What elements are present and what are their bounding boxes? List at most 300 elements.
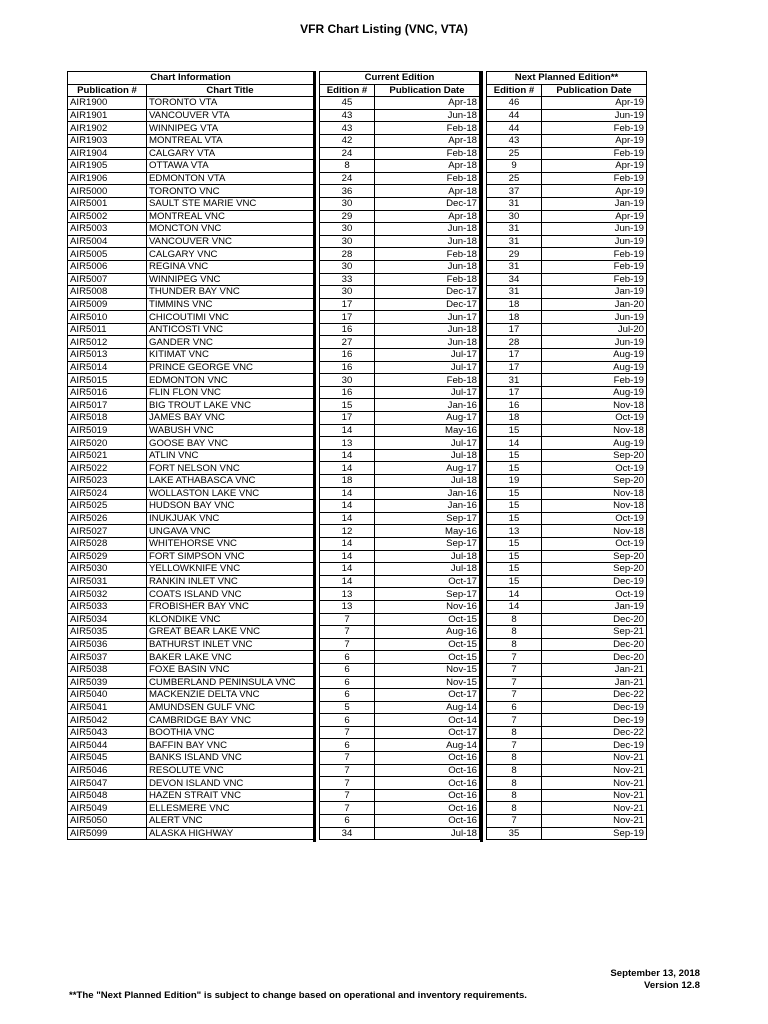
next-edition-cell: 31 [487,260,542,273]
next-edition-cell: 7 [487,815,542,828]
chart-title-cell: THUNDER BAY VNC [147,286,314,299]
next-edition-cell: 15 [487,487,542,500]
current-publication-date-cell: Feb-18 [375,374,480,387]
table-row [320,550,480,563]
next-edition-cell: 31 [487,374,542,387]
current-edition-cell: 14 [320,500,375,513]
table-row [487,248,647,261]
next-publication-date-cell: Dec-19 [542,714,647,727]
chart-title-cell: INUKJUAK VNC [147,512,314,525]
next-publication-date-cell: Dec-22 [542,689,647,702]
table-row [487,424,647,437]
table-row [320,424,480,437]
table-row [320,487,480,500]
table-row [68,537,314,550]
table-row [487,663,647,676]
next-publication-date-cell: Apr-19 [542,160,647,173]
current-edition-cell: 15 [320,399,375,412]
next-planned-edition-table [486,71,647,840]
publication-number-cell: AIR5001 [68,197,147,210]
current-publication-date-cell: Jun-17 [375,311,480,324]
publication-number-cell: AIR1906 [68,172,147,185]
publication-number-cell: AIR5030 [68,563,147,576]
chart-title-cell: GREAT BEAR LAKE VNC [147,626,314,639]
chart-title-cell: OTTAWA VTA [147,160,314,173]
table-row [487,223,647,236]
table-row [68,739,314,752]
table-row [320,739,480,752]
table-row [320,689,480,702]
current-edition-cell: 13 [320,588,375,601]
table-row [487,235,647,248]
table-row [320,777,480,790]
publication-number-cell: AIR1901 [68,109,147,122]
current-edition-cell: 6 [320,815,375,828]
publication-number-cell: AIR5028 [68,537,147,550]
next-publication-date-cell: Nov-18 [542,487,647,500]
table-row [68,802,314,815]
current-publication-date-cell: Oct-17 [375,575,480,588]
table-row [487,651,647,664]
current-publication-date-cell: Sep-17 [375,588,480,601]
current-edition-cell: 7 [320,613,375,626]
next-publication-date-cell: Nov-21 [542,802,647,815]
next-publication-date-cell: Jan-19 [542,286,647,299]
table-row [68,701,314,714]
table-row [68,525,314,538]
current-edition-cell: 7 [320,789,375,802]
publication-number-cell: AIR5042 [68,714,147,727]
table-row [68,197,314,210]
next-publication-date-cell: Sep-20 [542,550,647,563]
publication-number-cell: AIR5000 [68,185,147,198]
chart-title-cell: TORONTO VTA [147,97,314,110]
next-publication-date-cell: Jun-19 [542,223,647,236]
chart-title-header: Chart Title [147,84,314,97]
current-publication-date-cell: Apr-18 [375,134,480,147]
table-row [487,588,647,601]
next-publication-date-cell: Apr-19 [542,185,647,198]
table-row [68,147,314,160]
publication-number-cell: AIR1905 [68,160,147,173]
publication-number-cell: AIR5035 [68,626,147,639]
next-publication-date-cell: Oct-19 [542,512,647,525]
next-publication-date-cell: Jan-21 [542,663,647,676]
current-publication-date-cell: Jul-17 [375,386,480,399]
next-edition-cell: 8 [487,626,542,639]
current-edition-cell: 14 [320,537,375,550]
table-row [68,311,314,324]
table-row [320,525,480,538]
current-publication-date-cell: Jan-16 [375,500,480,513]
current-publication-date-cell: Jul-18 [375,449,480,462]
current-edition-cell: 34 [320,827,375,840]
next-edition-cell: 31 [487,223,542,236]
table-row [320,764,480,777]
table-row [487,701,647,714]
next-edition-cell: 13 [487,525,542,538]
table-row [487,512,647,525]
table-row [487,399,647,412]
table-row [68,827,314,840]
current-publication-date-cell: Aug-14 [375,739,480,752]
next-edition-cell: 31 [487,286,542,299]
current-edition-cell: 7 [320,638,375,651]
current-edition-cell: 17 [320,412,375,425]
table-row [68,336,314,349]
chart-information-table [67,71,314,840]
next-edition-cell: 16 [487,399,542,412]
current-edition-number-header: Edition # [320,84,375,97]
table-row [68,97,314,110]
chart-title-cell: MACKENZIE DELTA VNC [147,689,314,702]
publication-number-cell: AIR5029 [68,550,147,563]
next-publication-date-cell: Aug-19 [542,349,647,362]
chart-title-cell: MONTREAL VNC [147,210,314,223]
current-publication-date-cell: Oct-16 [375,815,480,828]
publication-number-cell: AIR5017 [68,399,147,412]
publication-number-cell: AIR1902 [68,122,147,135]
chart-title-cell: FROBISHER BAY VNC [147,600,314,613]
current-edition-cell: 16 [320,386,375,399]
table-row [487,336,647,349]
publication-number-cell: AIR5048 [68,789,147,802]
next-publication-date-cell: Nov-21 [542,777,647,790]
current-publication-date-cell: Jul-18 [375,550,480,563]
table-row [68,412,314,425]
current-edition-table [319,71,480,840]
next-edition-cell: 15 [487,575,542,588]
current-edition-cell: 16 [320,323,375,336]
current-edition-cell: 28 [320,248,375,261]
current-publication-date-cell: Feb-18 [375,273,480,286]
current-edition-cell: 36 [320,185,375,198]
current-edition-cell: 14 [320,424,375,437]
table-row [320,210,480,223]
current-edition-cell: 24 [320,147,375,160]
publication-number-cell: AIR5007 [68,273,147,286]
chart-title-cell: FLIN FLON VNC [147,386,314,399]
table-row [320,336,480,349]
publication-number-cell: AIR5014 [68,361,147,374]
chart-title-cell: REGINA VNC [147,260,314,273]
next-edition-cell: 15 [487,462,542,475]
document-date: September 13, 2018 [610,968,700,979]
current-publication-date-cell: Oct-15 [375,613,480,626]
chart-title-cell: HAZEN STRAIT VNC [147,789,314,802]
table-row [487,361,647,374]
next-edition-cell: 15 [487,537,542,550]
table-row [320,600,480,613]
table-row [68,248,314,261]
publication-number-cell: AIR5031 [68,575,147,588]
publication-number-cell: AIR5011 [68,323,147,336]
next-edition-cell: 7 [487,663,542,676]
next-publication-date-cell: Dec-20 [542,638,647,651]
table-row [487,386,647,399]
current-edition-cell: 14 [320,575,375,588]
current-edition-cell: 17 [320,311,375,324]
chart-title-cell: RANKIN INLET VNC [147,575,314,588]
table-row [68,361,314,374]
table-row [68,462,314,475]
chart-information-header: Chart Information [68,72,314,85]
table-row [487,689,647,702]
current-edition-header: Current Edition [320,72,480,85]
current-publication-date-cell: Nov-15 [375,676,480,689]
publication-number-cell: AIR5018 [68,412,147,425]
chart-title-cell: JAMES BAY VNC [147,412,314,425]
table-row [487,487,647,500]
next-publication-date-cell: Apr-19 [542,210,647,223]
table-row [68,651,314,664]
next-planned-edition-header: Next Planned Edition** [487,72,647,85]
current-publication-date-cell: May-16 [375,525,480,538]
table-row [68,764,314,777]
chart-title-cell: PRINCE GEORGE VNC [147,361,314,374]
next-publication-date-cell: Sep-21 [542,626,647,639]
table-row [68,575,314,588]
table-row [68,600,314,613]
current-publication-date-cell: Oct-16 [375,789,480,802]
table-row [68,374,314,387]
next-publication-date-cell: Apr-19 [542,97,647,110]
publication-number-cell: AIR5022 [68,462,147,475]
table-row [320,726,480,739]
table-row [487,134,647,147]
table-row [68,399,314,412]
publication-number-cell: AIR5021 [68,449,147,462]
publication-number-cell: AIR5036 [68,638,147,651]
table-row [320,311,480,324]
table-row [487,714,647,727]
current-edition-cell: 6 [320,663,375,676]
table-row [487,613,647,626]
table-row [487,802,647,815]
current-publication-date-cell: Feb-18 [375,147,480,160]
next-publication-date-cell: Apr-19 [542,134,647,147]
table-row [320,802,480,815]
chart-title-cell: YELLOWKNIFE VNC [147,563,314,576]
next-edition-cell: 9 [487,160,542,173]
chart-title-cell: WINNIPEG VTA [147,122,314,135]
current-publication-date-cell: Dec-17 [375,197,480,210]
publication-number-cell: AIR1900 [68,97,147,110]
publication-number-cell: AIR5024 [68,487,147,500]
table-row [487,412,647,425]
table-row [68,638,314,651]
table-row [487,210,647,223]
table-row [68,386,314,399]
current-edition-cell: 7 [320,626,375,639]
publication-number-header: Publication # [68,84,147,97]
current-edition-cell: 14 [320,449,375,462]
table-row [487,122,647,135]
table-row [320,374,480,387]
next-publication-date-cell: Jun-19 [542,235,647,248]
current-edition-cell: 14 [320,487,375,500]
chart-title-cell: ELLESMERE VNC [147,802,314,815]
current-edition-cell: 16 [320,361,375,374]
table-row [68,223,314,236]
chart-title-cell: COATS ISLAND VNC [147,588,314,601]
table-row [68,349,314,362]
next-edition-cell: 31 [487,197,542,210]
table-row [320,512,480,525]
chart-title-cell: BIG TROUT LAKE VNC [147,399,314,412]
table-row [487,185,647,198]
next-publication-date-cell: Feb-19 [542,147,647,160]
table-row [487,815,647,828]
next-edition-cell: 30 [487,210,542,223]
table-row [68,160,314,173]
table-row [487,260,647,273]
publication-number-cell: AIR5032 [68,588,147,601]
next-edition-cell: 35 [487,827,542,840]
current-edition-cell: 13 [320,437,375,450]
next-publication-date-cell: Nov-18 [542,399,647,412]
next-publication-date-cell: Feb-19 [542,122,647,135]
table-row [68,588,314,601]
current-edition-cell: 42 [320,134,375,147]
next-edition-cell: 17 [487,361,542,374]
next-edition-cell: 15 [487,563,542,576]
table-row [487,626,647,639]
next-edition-cell: 37 [487,185,542,198]
chart-title-cell: FORT NELSON VNC [147,462,314,475]
table-row [68,475,314,488]
next-edition-cell: 14 [487,588,542,601]
next-edition-cell: 18 [487,298,542,311]
chart-title-cell: BOOTHIA VNC [147,726,314,739]
current-edition-cell: 17 [320,298,375,311]
table-row [320,185,480,198]
next-edition-cell: 18 [487,412,542,425]
chart-title-cell: ATLIN VNC [147,449,314,462]
current-edition-cell: 7 [320,777,375,790]
table-row [320,147,480,160]
next-edition-cell: 14 [487,437,542,450]
publication-number-cell: AIR1904 [68,147,147,160]
next-edition-cell: 17 [487,386,542,399]
table-row [320,638,480,651]
current-edition-cell: 5 [320,701,375,714]
table-row [68,789,314,802]
table-row [68,185,314,198]
current-publication-date-cell: Sep-17 [375,537,480,550]
current-edition-cell: 6 [320,714,375,727]
current-publication-date-cell: Jun-18 [375,323,480,336]
next-publication-date-cell: Nov-21 [542,789,647,802]
current-edition-cell: 16 [320,349,375,362]
current-edition-cell: 6 [320,739,375,752]
next-edition-cell: 17 [487,323,542,336]
current-publication-date-cell: Oct-15 [375,638,480,651]
current-publication-date-cell: Dec-17 [375,298,480,311]
table-row [320,613,480,626]
current-publication-date-cell: Jul-18 [375,827,480,840]
next-publication-date-cell: Oct-19 [542,588,647,601]
publication-number-cell: AIR5010 [68,311,147,324]
publication-number-cell: AIR5005 [68,248,147,261]
publication-number-cell: AIR5003 [68,223,147,236]
current-edition-cell: 30 [320,260,375,273]
next-edition-cell: 8 [487,613,542,626]
next-edition-cell: 14 [487,600,542,613]
chart-title-cell: EDMONTON VTA [147,172,314,185]
next-publication-date-cell: Feb-19 [542,374,647,387]
table-row [320,122,480,135]
table-row [320,349,480,362]
current-edition-cell: 43 [320,109,375,122]
table-row [68,437,314,450]
next-edition-cell: 7 [487,676,542,689]
current-publication-date-cell: Oct-16 [375,777,480,790]
table-row [68,815,314,828]
current-edition-cell: 7 [320,726,375,739]
publication-number-cell: AIR5004 [68,235,147,248]
table-row [320,575,480,588]
chart-title-cell: SAULT STE MARIE VNC [147,197,314,210]
next-publication-date-cell: Dec-22 [542,726,647,739]
table-row [487,298,647,311]
current-edition-cell: 14 [320,462,375,475]
table-row [68,689,314,702]
publication-number-cell: AIR5045 [68,752,147,765]
chart-title-cell: BATHURST INLET VNC [147,638,314,651]
table-row [320,714,480,727]
chart-title-cell: KITIMAT VNC [147,349,314,362]
next-publication-date-cell: Aug-19 [542,437,647,450]
chart-title-cell: ALERT VNC [147,815,314,828]
table-row [68,676,314,689]
next-publication-date-cell: Nov-21 [542,764,647,777]
publication-number-cell: AIR5023 [68,475,147,488]
publication-number-cell: AIR5044 [68,739,147,752]
table-row [320,449,480,462]
publication-number-cell: AIR5034 [68,613,147,626]
table-row [68,286,314,299]
publication-number-cell: AIR5043 [68,726,147,739]
table-row [487,349,647,362]
table-row [487,462,647,475]
current-edition-cell: 7 [320,802,375,815]
table-row [68,626,314,639]
table-divider [313,71,316,842]
table-row [320,273,480,286]
table-row [320,260,480,273]
table-row [68,260,314,273]
table-row [487,374,647,387]
table-row [487,537,647,550]
next-edition-cell: 17 [487,349,542,362]
current-publication-date-cell: Feb-18 [375,172,480,185]
current-edition-cell: 6 [320,651,375,664]
next-edition-cell: 8 [487,638,542,651]
chart-title-cell: CALGARY VTA [147,147,314,160]
table-row [320,475,480,488]
publication-number-cell: AIR5038 [68,663,147,676]
publication-number-cell: AIR5037 [68,651,147,664]
next-publication-date-cell: Feb-19 [542,172,647,185]
publication-number-cell: AIR5040 [68,689,147,702]
table-row [487,789,647,802]
current-publication-date-cell: Jan-16 [375,399,480,412]
next-edition-cell: 8 [487,764,542,777]
table-row [320,386,480,399]
publication-number-cell: AIR5049 [68,802,147,815]
table-row [320,651,480,664]
